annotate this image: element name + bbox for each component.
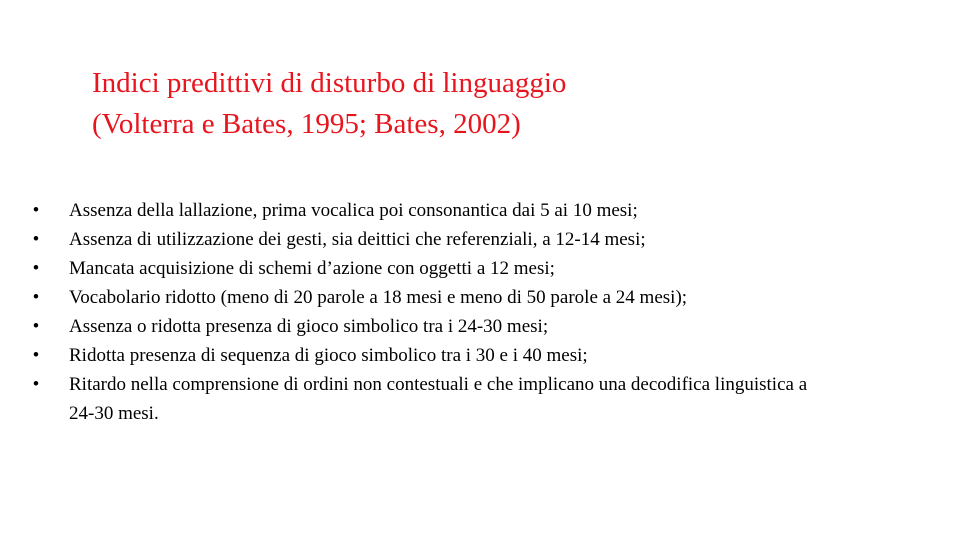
list-item-text: Assenza di utilizzazione dei gesti, sia deittici che referenziali, a 12-14 mesi; bbox=[69, 229, 646, 250]
list-item-text: Mancata acquisizione di schemi d’azione con oggetti a 12 mesi; bbox=[69, 258, 555, 279]
bullet-icon: • bbox=[32, 316, 40, 337]
bullet-icon: • bbox=[32, 200, 40, 221]
list-item-text: Ridotta presenza di sequenza di gioco simbolico tra i 30 e i 40 mesi; bbox=[69, 345, 588, 366]
list-item bbox=[28, 225, 928, 254]
list-item bbox=[28, 312, 928, 341]
list-item-text: Ritardo nella comprensione di ordini non contestuali e che implicano una decodifica linguistica a 24-30 mesi. bbox=[69, 374, 808, 424]
slide-title bbox=[92, 63, 566, 145]
list-item bbox=[28, 341, 928, 370]
list-item bbox=[28, 370, 928, 428]
bullet-icon: • bbox=[32, 345, 40, 366]
list-item bbox=[28, 283, 928, 312]
list-item-text: Assenza o ridotta presenza di gioco simbolico tra i 24-30 mesi; bbox=[69, 316, 549, 337]
bullet-list bbox=[28, 196, 928, 428]
bullet-icon: • bbox=[32, 258, 40, 279]
list-item-text: Assenza della lallazione, prima vocalica poi consonantica dai 5 ai 10 mesi; bbox=[69, 200, 638, 221]
title-line-1: Indici predittivi di disturbo di linguaggio bbox=[92, 67, 567, 99]
list-item bbox=[28, 196, 928, 225]
bullet-icon: • bbox=[32, 287, 40, 308]
bullet-icon: • bbox=[32, 229, 40, 250]
list-item bbox=[28, 254, 928, 283]
title-line-2: (Volterra e Bates, 1995; Bates, 2002) bbox=[92, 108, 521, 140]
bullet-icon: • bbox=[32, 374, 40, 395]
list-item-text: Vocabolario ridotto (meno di 20 parole a 18 mesi e meno di 50 parole a 24 mesi); bbox=[69, 287, 688, 308]
